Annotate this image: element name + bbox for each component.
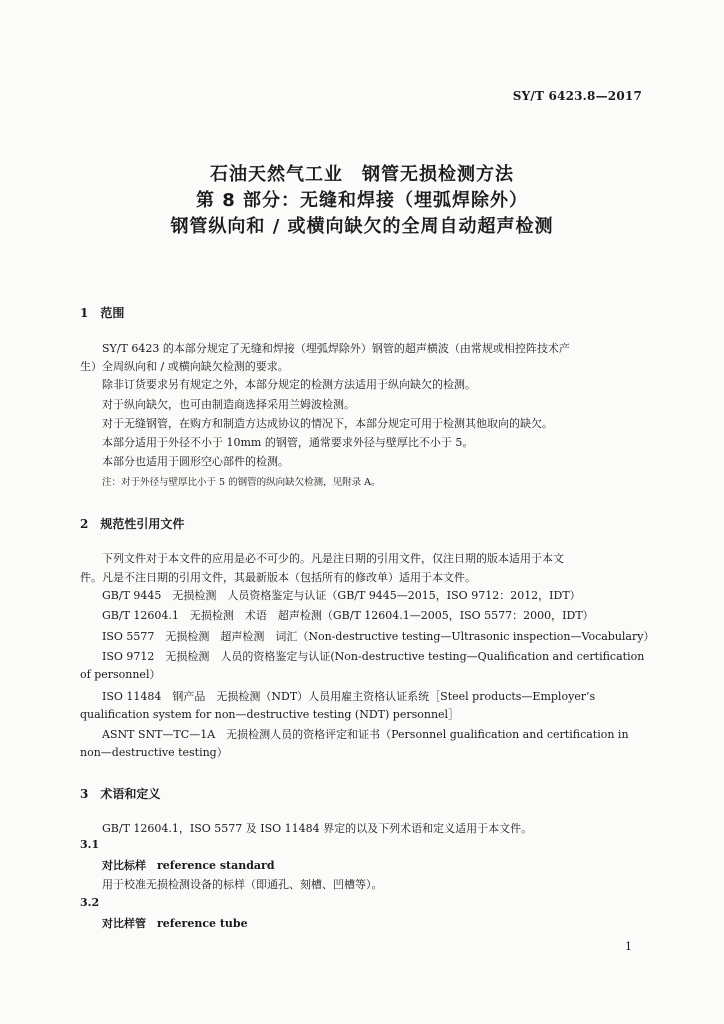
section-1-heading: 1 范围 — [80, 306, 125, 320]
document-title-line-3: 钢管纵向和 / 或横向缺欠的全周自动超声检测 — [170, 216, 554, 237]
reference-asnt-line-2: non—destructive testing） — [80, 746, 228, 759]
section-1-paragraph-2: 除非订货要求另有规定之外，本部分规定的检测方法适用于纵向缺欠的检测。 — [102, 378, 476, 391]
section-3-heading: 3 术语和定义 — [80, 787, 161, 801]
reference-iso-9712-line-2: of personnel） — [80, 668, 161, 681]
term-3-1-title: 对比标样 reference standard — [102, 859, 275, 872]
page-number: 1 — [625, 940, 632, 953]
section-1-paragraph-4: 对于无缝钢管，在购方和制造方达成协议的情况下，本部分规定可用于检测其他取向的缺欠。 — [102, 417, 553, 430]
term-3-1-definition: 用于校准无损检测设备的标样（即通孔、刻槽、凹槽等）。 — [102, 878, 383, 891]
term-3-1-number: 3.1 — [80, 838, 100, 851]
section-1-note: 注：对于外径与壁厚比小于 5 的钢管的纵向缺欠检测，见附录 A。 — [102, 477, 381, 488]
reference-iso-11484-line-2: qualification system for non—destructive testing (NDT) personnel］ — [80, 708, 460, 721]
section-2-paragraph-line-1: 下列文件对于本文件的应用是必不可少的。凡是注日期的引用文件，仅注日期的版本适用于本文 — [102, 552, 564, 565]
term-3-2-number: 3.2 — [80, 896, 100, 909]
section-1-paragraph-3: 对于纵向缺欠，也可由制造商选择采用兰姆波检测。 — [102, 398, 355, 411]
reference-iso-9712-line-1: ISO 9712 无损检测 人员的资格鉴定与认证(Non-destructive testing—Qualification and certification — [102, 650, 645, 663]
document-title-line-2: 第 8 部分：无缝和焊接（埋弧焊除外） — [195, 190, 529, 211]
section-1-paragraph-1-line-2: 生）全周纵向和 / 或横向缺欠检测的要求。 — [80, 360, 289, 373]
section-2-paragraph-line-2: 件。凡是不注日期的引用文件，其最新版本（包括所有的修改单）适用于本文件。 — [80, 571, 476, 584]
section-1-paragraph-6: 本部分也适用于圆形空心部件的检测。 — [102, 455, 289, 468]
term-3-2-title: 对比样管 reference tube — [102, 917, 248, 930]
standard-number: SY/T 6423.8—2017 — [512, 89, 642, 103]
reference-asnt-line-1: ASNT SNT—TC—1A 无损检测人员的资格评定和证书（Personnel gualification and certification in — [102, 728, 629, 741]
reference-gbt-12604-1: GB/T 12604.1 无损检测 术语 超声检测（GB/T 12604.1—2005，ISO 5577：2000，IDT） — [102, 609, 594, 622]
section-2-heading: 2 规范性引用文件 — [80, 517, 185, 531]
document-title-line-1: 石油天然气工业 钢管无损检测方法 — [210, 164, 514, 185]
section-1-paragraph-5: 本部分适用于外径不小于 10mm 的钢管，通常要求外径与壁厚比不小于 5。 — [102, 436, 474, 449]
reference-iso-5577: ISO 5577 无损检测 超声检测 词汇（Non-destructive testing—Ultrasonic inspection—Vocabulary） — [102, 630, 655, 643]
reference-gbt-9445: GB/T 9445 无损检测 人员资格鉴定与认证（GB/T 9445—2015，ISO 9712：2012，IDT） — [102, 589, 581, 602]
reference-iso-11484-line-1: ISO 11484 钢产品 无损检测（NDT）人员用雇主资格认证系统［Steel products—Employer’s — [102, 690, 596, 703]
section-1-paragraph-1-line-1: SY/T 6423 的本部分规定了无缝和焊接（埋弧焊除外）钢管的超声横波（由常规或相控阵技术产 — [102, 342, 570, 355]
section-3-intro: GB/T 12604.1，ISO 5577 及 ISO 11484 界定的以及下列术语和定义适用于本文件。 — [102, 822, 533, 835]
